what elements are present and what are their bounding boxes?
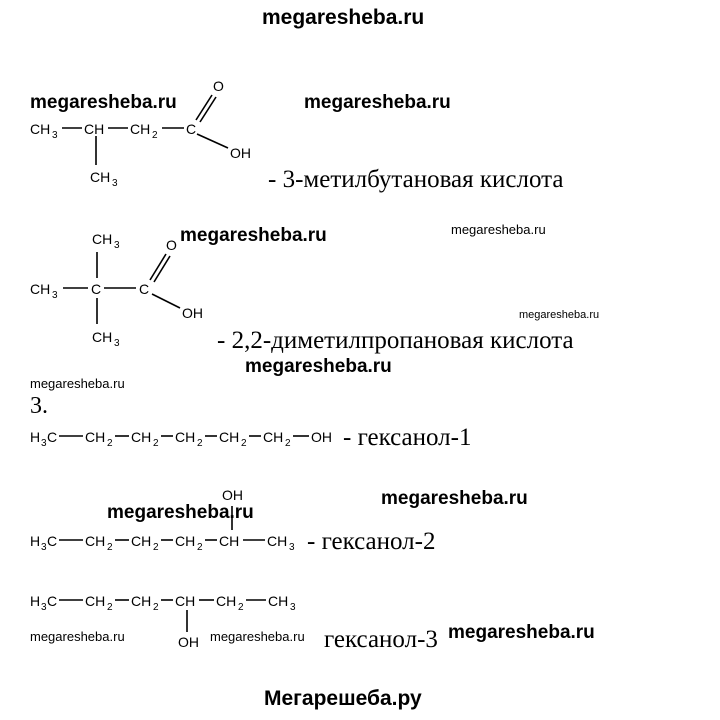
svg-text:C: C: [47, 593, 58, 609]
svg-text:2: 2: [153, 602, 159, 613]
svg-text:3: 3: [41, 602, 47, 613]
compound-name-5: гексанол-3: [324, 626, 438, 653]
watermark: megaresheba.ru: [448, 622, 595, 643]
svg-text:CH: CH: [92, 329, 113, 345]
svg-text:C: C: [47, 429, 58, 445]
compound-name-3: - гексанол-1: [343, 424, 472, 451]
header-site-title: megaresheba.ru: [262, 6, 425, 29]
svg-text:H: H: [30, 533, 41, 549]
svg-text:O: O: [213, 78, 224, 94]
svg-text:2: 2: [152, 130, 158, 141]
svg-text:3: 3: [41, 438, 47, 449]
svg-text:CH: CH: [85, 533, 106, 549]
svg-text:2: 2: [197, 438, 203, 449]
svg-text:CH: CH: [85, 593, 106, 609]
svg-text:3: 3: [114, 240, 120, 251]
svg-text:3: 3: [112, 178, 118, 189]
svg-text:CH: CH: [130, 121, 151, 137]
svg-text:2: 2: [153, 542, 159, 553]
watermark: megaresheba.ru: [210, 629, 305, 644]
svg-text:CH: CH: [92, 231, 113, 247]
svg-text:CH: CH: [267, 533, 288, 549]
watermark: megaresheba.ru: [381, 488, 528, 509]
svg-text:3: 3: [41, 542, 47, 553]
svg-text:CH: CH: [216, 593, 237, 609]
task-number: 3.: [30, 393, 48, 419]
svg-text:C: C: [186, 121, 197, 137]
watermark: megaresheba.ru: [519, 309, 600, 321]
svg-text:CH: CH: [85, 429, 106, 445]
watermark: megaresheba.ru: [451, 222, 546, 237]
svg-text:CH: CH: [219, 429, 240, 445]
svg-text:CH: CH: [84, 121, 105, 137]
svg-text:C: C: [91, 281, 102, 297]
svg-text:3: 3: [289, 542, 295, 553]
svg-text:CH: CH: [131, 429, 152, 445]
svg-text:C: C: [139, 281, 150, 297]
svg-text:CH: CH: [131, 593, 152, 609]
svg-text:CH: CH: [30, 281, 51, 297]
svg-text:CH: CH: [219, 533, 240, 549]
watermark: megaresheba.ru: [30, 629, 125, 644]
svg-text:O: O: [166, 237, 177, 253]
svg-text:CH: CH: [90, 169, 111, 185]
svg-text:CH: CH: [263, 429, 284, 445]
svg-text:3: 3: [290, 602, 296, 613]
svg-text:2: 2: [238, 602, 244, 613]
svg-text:OH: OH: [178, 634, 199, 650]
svg-text:2: 2: [107, 438, 113, 449]
svg-text:2: 2: [153, 438, 159, 449]
compound-name-4: - гексанол-2: [307, 528, 436, 555]
svg-text:2: 2: [107, 602, 113, 613]
svg-text:2: 2: [241, 438, 247, 449]
svg-text:OH: OH: [311, 429, 332, 445]
compound-name-2: - 2,2-диметилпропановая кислота: [217, 327, 574, 354]
svg-text:3: 3: [114, 338, 120, 349]
watermark: megaresheba.ru: [30, 92, 177, 113]
svg-text:H: H: [30, 429, 41, 445]
svg-text:2: 2: [285, 438, 291, 449]
svg-text:2: 2: [107, 542, 113, 553]
watermark: megaresheba.ru: [180, 225, 327, 246]
svg-text:CH: CH: [131, 533, 152, 549]
svg-text:CH: CH: [268, 593, 289, 609]
svg-text:CH: CH: [175, 533, 196, 549]
watermark: megaresheba.ru: [30, 376, 125, 391]
svg-text:2: 2: [197, 542, 203, 553]
svg-text:CH: CH: [175, 429, 196, 445]
structure-hexanol-1: [30, 429, 332, 449]
svg-text:OH: OH: [182, 305, 203, 321]
svg-text:3: 3: [52, 130, 58, 141]
svg-text:CH: CH: [175, 593, 196, 609]
watermark: megaresheba.ru: [304, 92, 451, 113]
watermark: megaresheba.ru: [107, 502, 254, 523]
svg-text:H: H: [30, 593, 41, 609]
structure-2-2-dimethylpropanoic-acid: [30, 231, 203, 349]
svg-text:C: C: [47, 533, 58, 549]
svg-text:3: 3: [52, 290, 58, 301]
svg-text:OH: OH: [222, 487, 243, 503]
svg-text:CH: CH: [30, 121, 51, 137]
footer-site-title: Мегарешеба.ру: [264, 687, 422, 710]
compound-name-1: - 3-метилбутановая кислота: [268, 166, 564, 193]
svg-text:OH: OH: [230, 145, 251, 161]
watermark: megaresheba.ru: [245, 356, 392, 377]
